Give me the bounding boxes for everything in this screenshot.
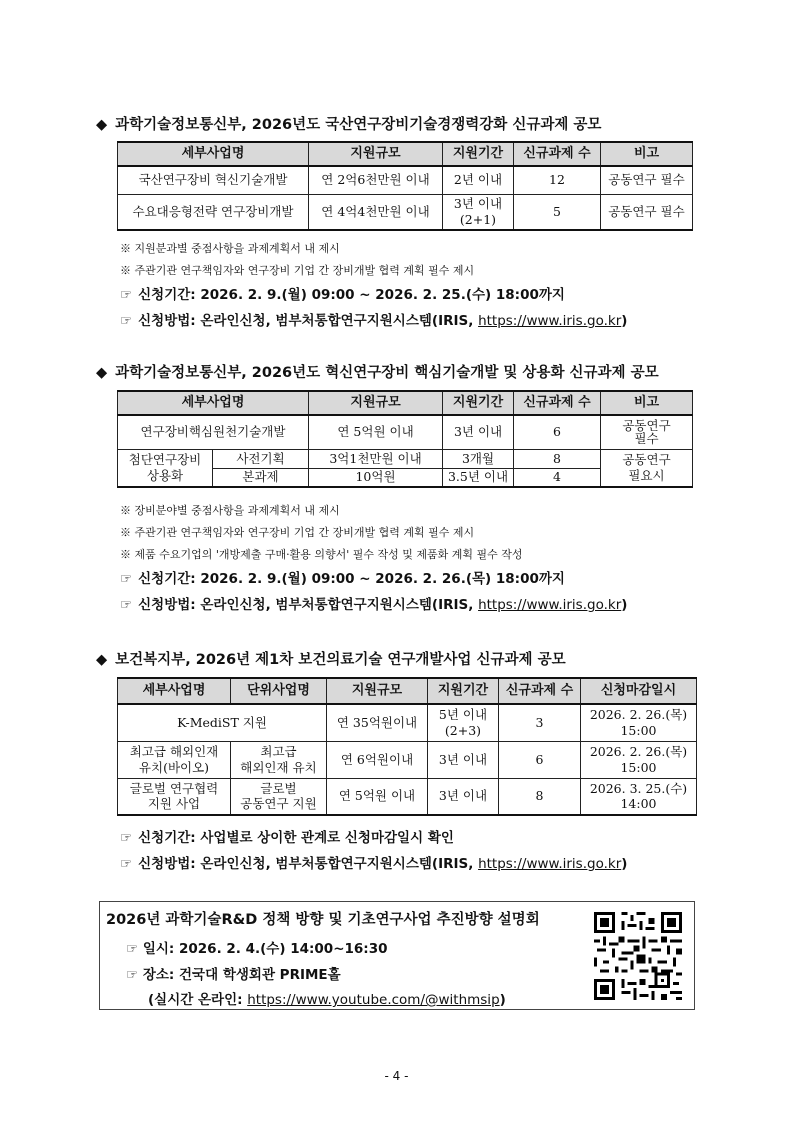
table-cell: 연구장비핵심원천기술개발: [118, 415, 309, 449]
table-cell: 3년 이내 (2+1): [443, 194, 514, 230]
application-method: ☞ 신청방법: 온라인신청, 범부처통합연구지원시스템(IRIS, https://www.iris.go.kr): [120, 856, 628, 872]
pointing-hand-icon: ☞: [120, 597, 133, 613]
table-row: [118, 415, 693, 449]
table-cell: 3년 이내: [443, 415, 514, 449]
table-cell: 3.5년 이내: [443, 468, 514, 487]
youtube-link[interactable]: https://www.youtube.com/@withmsip: [247, 992, 500, 1008]
note-line: ※ 지원분과별 중점사항을 과제계획서 내 제시: [120, 242, 340, 255]
section2-title: ◆ 과학기술정보통신부, 2026년도 혁신연구장비 핵심기술개발 및 상용화 신규과제 공모: [96, 365, 659, 381]
section2-table: [117, 390, 693, 488]
table-cell: 공동연구 필수: [601, 194, 693, 230]
briefing-box: [99, 901, 695, 1010]
column-header: 지원규모: [309, 142, 443, 166]
table-cell: 2026. 2. 26.(목) 15:00: [581, 741, 697, 778]
table-row: [118, 704, 697, 741]
application-method: ☞ 신청방법: 온라인신청, 범부처통합연구지원시스템(IRIS, https://www.iris.go.kr): [120, 313, 628, 329]
table-cell: 4: [514, 468, 601, 487]
table-cell: 본과제: [213, 468, 309, 487]
table-cell: 국산연구장비 혁신기술개발: [118, 166, 309, 194]
section3-title: ◆ 보건복지부, 2026년 제1차 보건의료기술 연구개발사업 신규과제 공모: [96, 652, 566, 668]
table-cell: 10억원: [309, 468, 443, 487]
pointing-hand-icon: ☞: [120, 571, 133, 587]
pointing-hand-icon: ☞: [120, 856, 133, 872]
qr-code-icon[interactable]: [594, 912, 682, 1000]
pointing-hand-icon: ☞: [126, 967, 143, 983]
table-cell: 3년 이내: [428, 741, 499, 778]
briefing-date: ☞ 일시: 2026. 2. 4.(수) 14:00~16:30: [126, 941, 388, 957]
table-cell: 8: [499, 778, 581, 815]
table-cell: 6: [499, 741, 581, 778]
column-header: 비고: [601, 391, 693, 415]
pointing-hand-icon: ☞: [120, 313, 133, 329]
table-cell: 첨단연구장비 상용화: [118, 449, 213, 487]
note-line: ※ 주관기관 연구책임자와 연구장비 기업 간 장비개발 협력 계획 필수 제시: [120, 264, 475, 277]
table-cell: 3억1천만원 이내: [309, 449, 443, 468]
section1-table: [117, 141, 693, 231]
table-cell: 3개월: [443, 449, 514, 468]
diamond-icon: ◆: [96, 365, 108, 381]
column-header: 비고: [601, 142, 693, 166]
table-cell: 연 35억원이내: [327, 704, 428, 741]
table-cell: 2026. 3. 25.(수) 14:00: [581, 778, 697, 815]
table-cell: 최고급 해외인재 유치: [231, 741, 327, 778]
table-cell: 5년 이내 (2+3): [428, 704, 499, 741]
table-cell: 2026. 2. 26.(목) 15:00: [581, 704, 697, 741]
application-method: ☞ 신청방법: 온라인신청, 범부처통합연구지원시스템(IRIS, https://www.iris.go.kr): [120, 597, 628, 613]
table-cell: 5: [514, 194, 601, 230]
column-header: 신규과제 수: [499, 678, 581, 704]
table-cell: 연 5억원 이내: [327, 778, 428, 815]
column-header: 지원기간: [443, 391, 514, 415]
table-cell: 공동연구 필수: [601, 415, 693, 449]
table-cell: 글로벌 공동연구 지원: [231, 778, 327, 815]
table-cell: 6: [514, 415, 601, 449]
iris-link[interactable]: https://www.iris.go.kr: [478, 313, 622, 329]
table-row: [118, 166, 693, 194]
briefing-title: 2026년 과학기술R&D 정책 방향 및 기초연구사업 추진방향 설명회: [106, 912, 540, 928]
column-header: 신규과제 수: [514, 391, 601, 415]
note-line: ※ 장비분야별 중점사항을 과제계획서 내 제시: [120, 504, 340, 517]
table-row: [118, 449, 693, 468]
column-header: 지원기간: [443, 142, 514, 166]
note-line: ※ 제품 수요기업의 '개방제출 구매·활용 의향서' 필수 작성 및 제품화 계획 필수 작성: [120, 548, 523, 561]
page-number: - 4 -: [384, 1069, 409, 1083]
iris-link[interactable]: https://www.iris.go.kr: [478, 597, 622, 613]
table-cell: 12: [514, 166, 601, 194]
pointing-hand-icon: ☞: [120, 287, 133, 303]
table-cell: 연 6억원이내: [327, 741, 428, 778]
table-cell: 사전기획: [213, 449, 309, 468]
application-period: ☞ 신청기간: 사업별로 상이한 관계로 신청마감일시 확인: [120, 830, 454, 846]
table-row: [118, 741, 697, 778]
column-header: 지원기간: [428, 678, 499, 704]
column-header: 세부사업명: [118, 678, 231, 704]
table-cell: 3: [499, 704, 581, 741]
table-cell: 공동연구 필수: [601, 166, 693, 194]
note-line: ※ 주관기관 연구책임자와 연구장비 기업 간 장비개발 협력 계획 필수 제시: [120, 526, 475, 539]
pointing-hand-icon: ☞: [120, 830, 133, 846]
application-period: ☞ 신청기간: 2026. 2. 9.(월) 09:00 ~ 2026. 2. 26.(목) 18:00까지: [120, 571, 565, 587]
column-header: 신규과제 수: [514, 142, 601, 166]
table-cell: 연 4억4천만원 이내: [309, 194, 443, 230]
column-header: 세부사업명: [118, 142, 309, 166]
table-row: [118, 194, 693, 230]
iris-link[interactable]: https://www.iris.go.kr: [478, 856, 622, 872]
column-header: 지원규모: [309, 391, 443, 415]
pointing-hand-icon: ☞: [126, 941, 143, 957]
table-cell: 연 5억원 이내: [309, 415, 443, 449]
column-header: 단위사업명: [231, 678, 327, 704]
section1-title: ◆ 과학기술정보통신부, 2026년도 국산연구장비기술경쟁력강화 신규과제 공모: [96, 117, 602, 133]
table-cell: 최고급 해외인재 유치(바이오): [118, 741, 231, 778]
diamond-icon: ◆: [96, 117, 108, 133]
table-cell: 공동연구 필요시: [601, 449, 693, 487]
briefing-place: ☞ 장소: 건국대 학생회관 PRIME홀: [126, 967, 341, 983]
diamond-icon: ◆: [96, 652, 108, 668]
table-cell: 연 2억6천만원 이내: [309, 166, 443, 194]
table-row: [118, 778, 697, 815]
column-header: 신청마감일시: [581, 678, 697, 704]
column-header: 세부사업명: [118, 391, 309, 415]
table-cell: 3년 이내: [428, 778, 499, 815]
section3-table: [117, 677, 697, 816]
briefing-online: (실시간 온라인: https://www.youtube.com/@withmsip): [148, 992, 506, 1008]
table-cell: 8: [514, 449, 601, 468]
column-header: 지원규모: [327, 678, 428, 704]
table-cell: K-MediST 지원: [118, 704, 327, 741]
table-cell: 글로벌 연구협력 지원 사업: [118, 778, 231, 815]
application-period: ☞ 신청기간: 2026. 2. 9.(월) 09:00 ~ 2026. 2. 25.(수) 18:00까지: [120, 287, 565, 303]
table-cell: 2년 이내: [443, 166, 514, 194]
table-cell: 수요대응형전략 연구장비개발: [118, 194, 309, 230]
